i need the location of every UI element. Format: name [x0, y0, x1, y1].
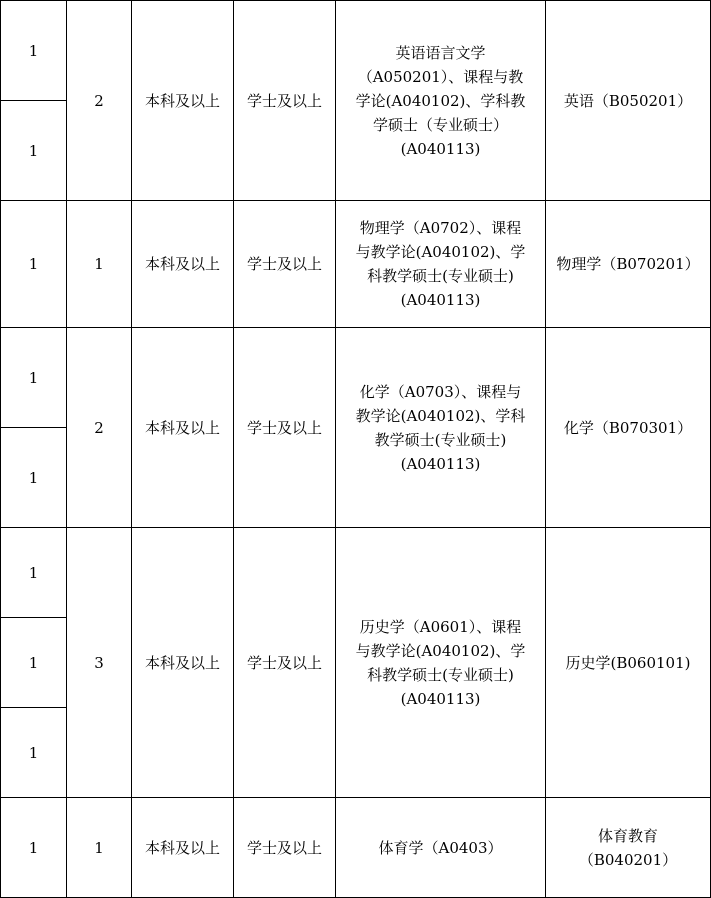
major-line: (A040113) [400, 689, 481, 708]
major-line: 学硕士（专业硕士） [372, 115, 508, 134]
post-count-cell: 1 [1, 101, 67, 201]
major-line: 教学硕士(专业硕士) [374, 430, 507, 449]
subject-line: 英语（B050201） [563, 91, 693, 110]
degree-cell: 学士及以上 [234, 201, 336, 328]
major-cell [336, 798, 546, 898]
major-line: 科教学硕士(专业硕士) [367, 665, 514, 684]
major-line: 化学（A0703）、课程与 [359, 382, 522, 401]
major-line: 体育学（A0403） [378, 838, 503, 857]
total-count-cell: 1 [67, 201, 132, 328]
subject-line: 体育教育 [597, 826, 658, 845]
degree-cell: 学士及以上 [234, 328, 336, 528]
total-count-cell: 3 [67, 528, 132, 798]
post-count-cell: 1 [1, 708, 67, 798]
major-line: 与教学论(A040102)、学 [355, 243, 526, 261]
post-count-cell: 1 [1, 201, 67, 328]
major-line: (A040113) [400, 291, 481, 309]
major-cell [336, 1, 546, 201]
subject-cell [546, 798, 711, 898]
degree-cell: 学士及以上 [234, 1, 336, 201]
degree-cell: 学士及以上 [234, 528, 336, 798]
total-count-cell: 1 [67, 798, 132, 898]
education-cell: 本科及以上 [132, 1, 234, 201]
table-row [1, 328, 711, 428]
post-count-cell: 1 [1, 328, 67, 428]
table-row [1, 201, 711, 328]
education-cell: 本科及以上 [132, 201, 234, 328]
major-line: 英语语言文学 [395, 43, 486, 62]
education-cell: 本科及以上 [132, 528, 234, 798]
education-cell: 本科及以上 [132, 798, 234, 898]
major-line: 物理学（A0702）、课程 [359, 219, 522, 237]
major-line: 与教学论(A040102)、学 [355, 641, 526, 660]
subject-line: 化学（B070301） [563, 418, 693, 437]
table-row [1, 528, 711, 618]
major-line: 历史学（A0601）、课程 [359, 617, 522, 636]
major-cell [336, 201, 546, 328]
major-line: 科教学硕士(专业硕士) [367, 267, 514, 285]
degree-cell: 学士及以上 [234, 798, 336, 898]
education-cell: 本科及以上 [132, 328, 234, 528]
post-count-cell: 1 [1, 1, 67, 101]
post-count-cell: 1 [1, 618, 67, 708]
subject-cell [546, 201, 711, 328]
major-line: (A040113) [400, 139, 481, 158]
subject-cell [546, 328, 711, 528]
subject-line: 历史学(B060101) [565, 653, 691, 672]
major-line: 教学论(A040102)、学科 [355, 406, 526, 425]
major-line: 学论(A040102)、学科教 [355, 91, 526, 110]
total-count-cell: 2 [67, 328, 132, 528]
major-cell [336, 328, 546, 528]
table-row [1, 798, 711, 898]
major-cell [336, 528, 546, 798]
total-count-cell: 2 [67, 1, 132, 201]
subject-cell [546, 528, 711, 798]
major-line: （A050201）、课程与教 [357, 67, 524, 86]
table-row [1, 1, 711, 101]
post-count-cell: 1 [1, 528, 67, 618]
post-count-cell: 1 [1, 798, 67, 898]
post-count-cell: 1 [1, 428, 67, 528]
subject-line: （B040201） [578, 850, 678, 869]
subject-line: 物理学（B070201） [556, 255, 700, 273]
major-line: (A040113) [400, 454, 481, 473]
subject-cell [546, 1, 711, 201]
